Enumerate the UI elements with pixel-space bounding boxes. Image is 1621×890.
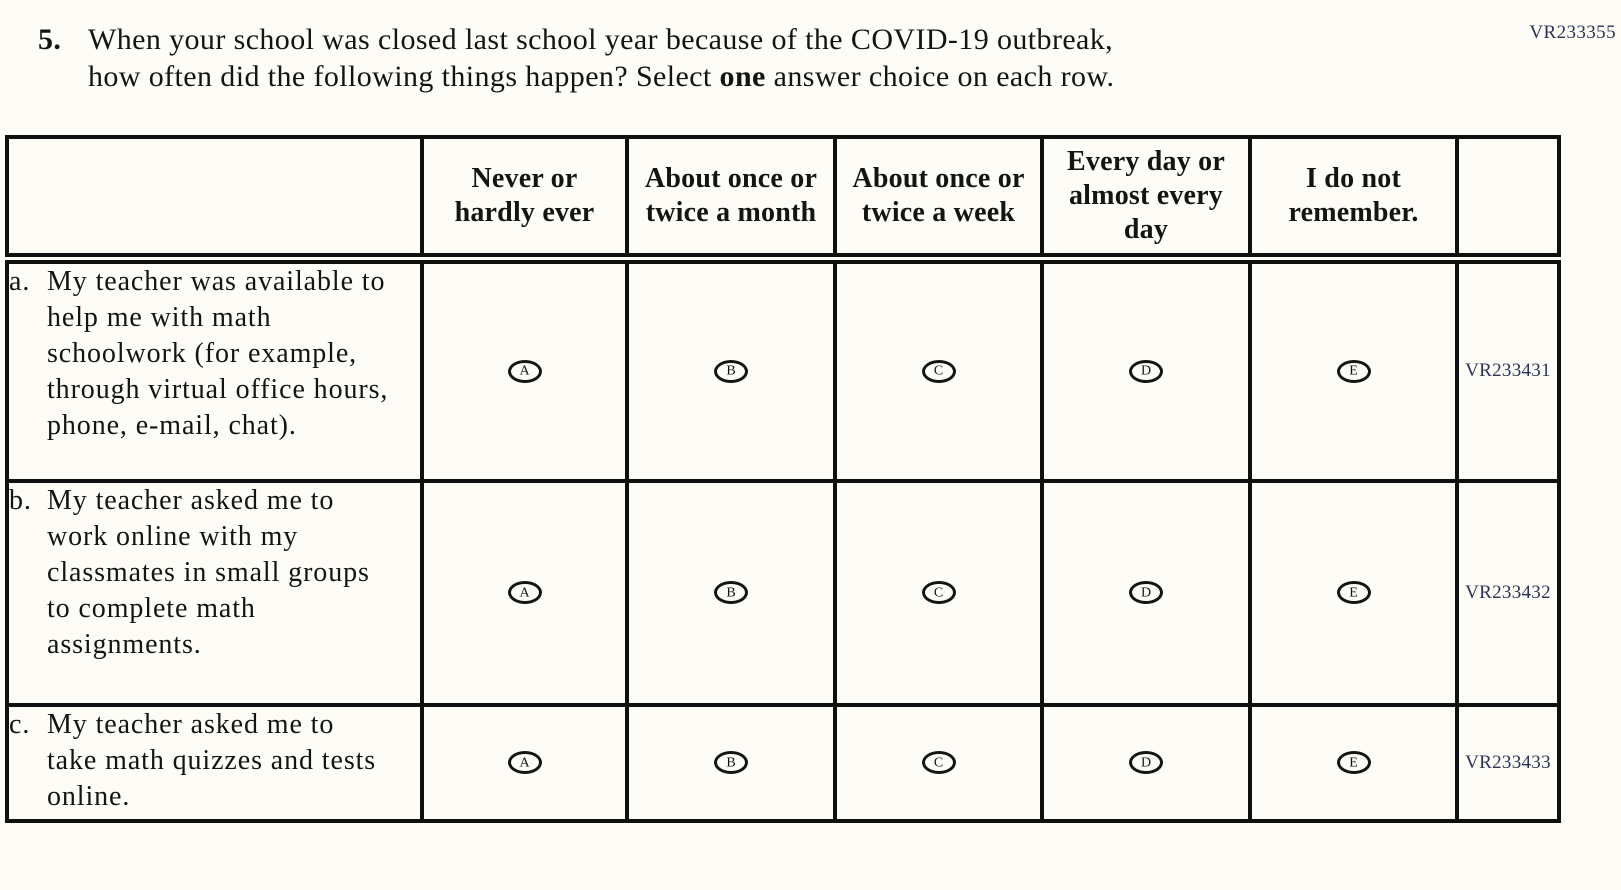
question-line1: When your school was closed last school year because of the COVID-19 outbreak, [88, 23, 1114, 56]
table-row-b [7, 481, 1559, 705]
bubble-letter: B [726, 585, 736, 600]
answer-bubble-E[interactable] [1337, 581, 1371, 604]
header-code-empty [1457, 137, 1559, 259]
row-letter: b. [9, 484, 32, 516]
bubble-letter: E [1349, 363, 1358, 379]
statement-cell [7, 481, 422, 705]
option-cell [627, 481, 835, 705]
row-code: VR233432 [1457, 481, 1559, 705]
question-line2-end: answer choice on each row. [765, 60, 1115, 93]
header-once-twice-week: About once or twice a week [835, 137, 1042, 259]
answer-bubble-B[interactable] [714, 581, 748, 604]
bubble-letter: C [933, 755, 944, 770]
answer-bubble-B[interactable] [714, 360, 748, 383]
question-block [38, 21, 1621, 95]
option-cell [1250, 259, 1457, 481]
bubble-letter: D [1140, 363, 1152, 379]
bubble-letter: B [726, 755, 736, 770]
answer-bubble-D[interactable] [1129, 360, 1163, 383]
option-cell [1250, 705, 1457, 821]
answer-bubble-C[interactable] [922, 751, 956, 774]
answer-bubble-A[interactable] [508, 751, 542, 774]
bubble-letter: A [519, 585, 530, 600]
answer-bubble-A[interactable] [508, 360, 542, 383]
answer-bubble-D[interactable] [1129, 751, 1163, 774]
option-cell [627, 705, 835, 821]
row-code: VR233431 [1457, 259, 1559, 481]
row-code: VR233433 [1457, 705, 1559, 821]
bubble-letter: D [1140, 585, 1152, 600]
row-statement: My teacher was available to help me with math schoolwork (for example, through virtual office hours, phone, e-mail, chat). [47, 266, 389, 441]
question-bold-word: one [719, 60, 766, 93]
row-statement: My teacher asked me to work online with my classmates in small groups to complete math assignments. [47, 484, 370, 660]
table-row-a [7, 259, 1559, 481]
answer-bubble-D[interactable] [1129, 581, 1163, 604]
header-once-twice-month: About once or twice a month [627, 137, 835, 259]
option-cell [1042, 705, 1250, 821]
answer-bubble-B[interactable] [714, 751, 748, 774]
question-line2-start: how often did the following things happen? Select [88, 60, 720, 93]
row-letter: c. [9, 708, 31, 740]
header-do-not-remember: I do not remember. [1250, 137, 1457, 259]
response-grid [5, 135, 1561, 823]
header-never-or-hardly-ever: Never or hardly ever [422, 137, 627, 259]
option-cell [422, 259, 627, 481]
bubble-letter: B [726, 363, 736, 379]
form-code: VR233355 [1529, 22, 1616, 43]
bubble-letter: E [1349, 585, 1358, 600]
answer-bubble-C[interactable] [922, 360, 956, 383]
option-cell [835, 481, 1042, 705]
option-cell [1250, 481, 1457, 705]
option-cell [422, 481, 627, 705]
option-cell [1042, 481, 1250, 705]
option-cell [1042, 259, 1250, 481]
answer-bubble-E[interactable] [1337, 360, 1371, 383]
header-row [7, 137, 1559, 259]
option-cell [835, 705, 1042, 821]
header-statement-empty [7, 137, 422, 259]
option-cell [835, 259, 1042, 481]
answer-bubble-C[interactable] [922, 581, 956, 604]
bubble-letter: E [1349, 755, 1358, 770]
question-number: 5. [38, 23, 62, 56]
statement-cell [7, 705, 422, 821]
bubble-letter: D [1140, 755, 1152, 770]
header-every-day: Every day or almost every day [1042, 137, 1250, 259]
row-letter: a. [9, 266, 31, 297]
bubble-letter: A [519, 755, 530, 770]
bubble-letter: C [933, 585, 944, 600]
option-cell [422, 705, 627, 821]
answer-bubble-A[interactable] [508, 581, 542, 604]
table-row-c [7, 705, 1559, 821]
row-statement: My teacher asked me to take math quizzes and tests online. [47, 708, 377, 812]
option-cell [627, 259, 835, 481]
bubble-letter: A [519, 363, 530, 379]
bubble-letter: C [933, 363, 944, 379]
answer-bubble-E[interactable] [1337, 751, 1371, 774]
question-text [88, 21, 1114, 95]
statement-cell [7, 259, 422, 481]
